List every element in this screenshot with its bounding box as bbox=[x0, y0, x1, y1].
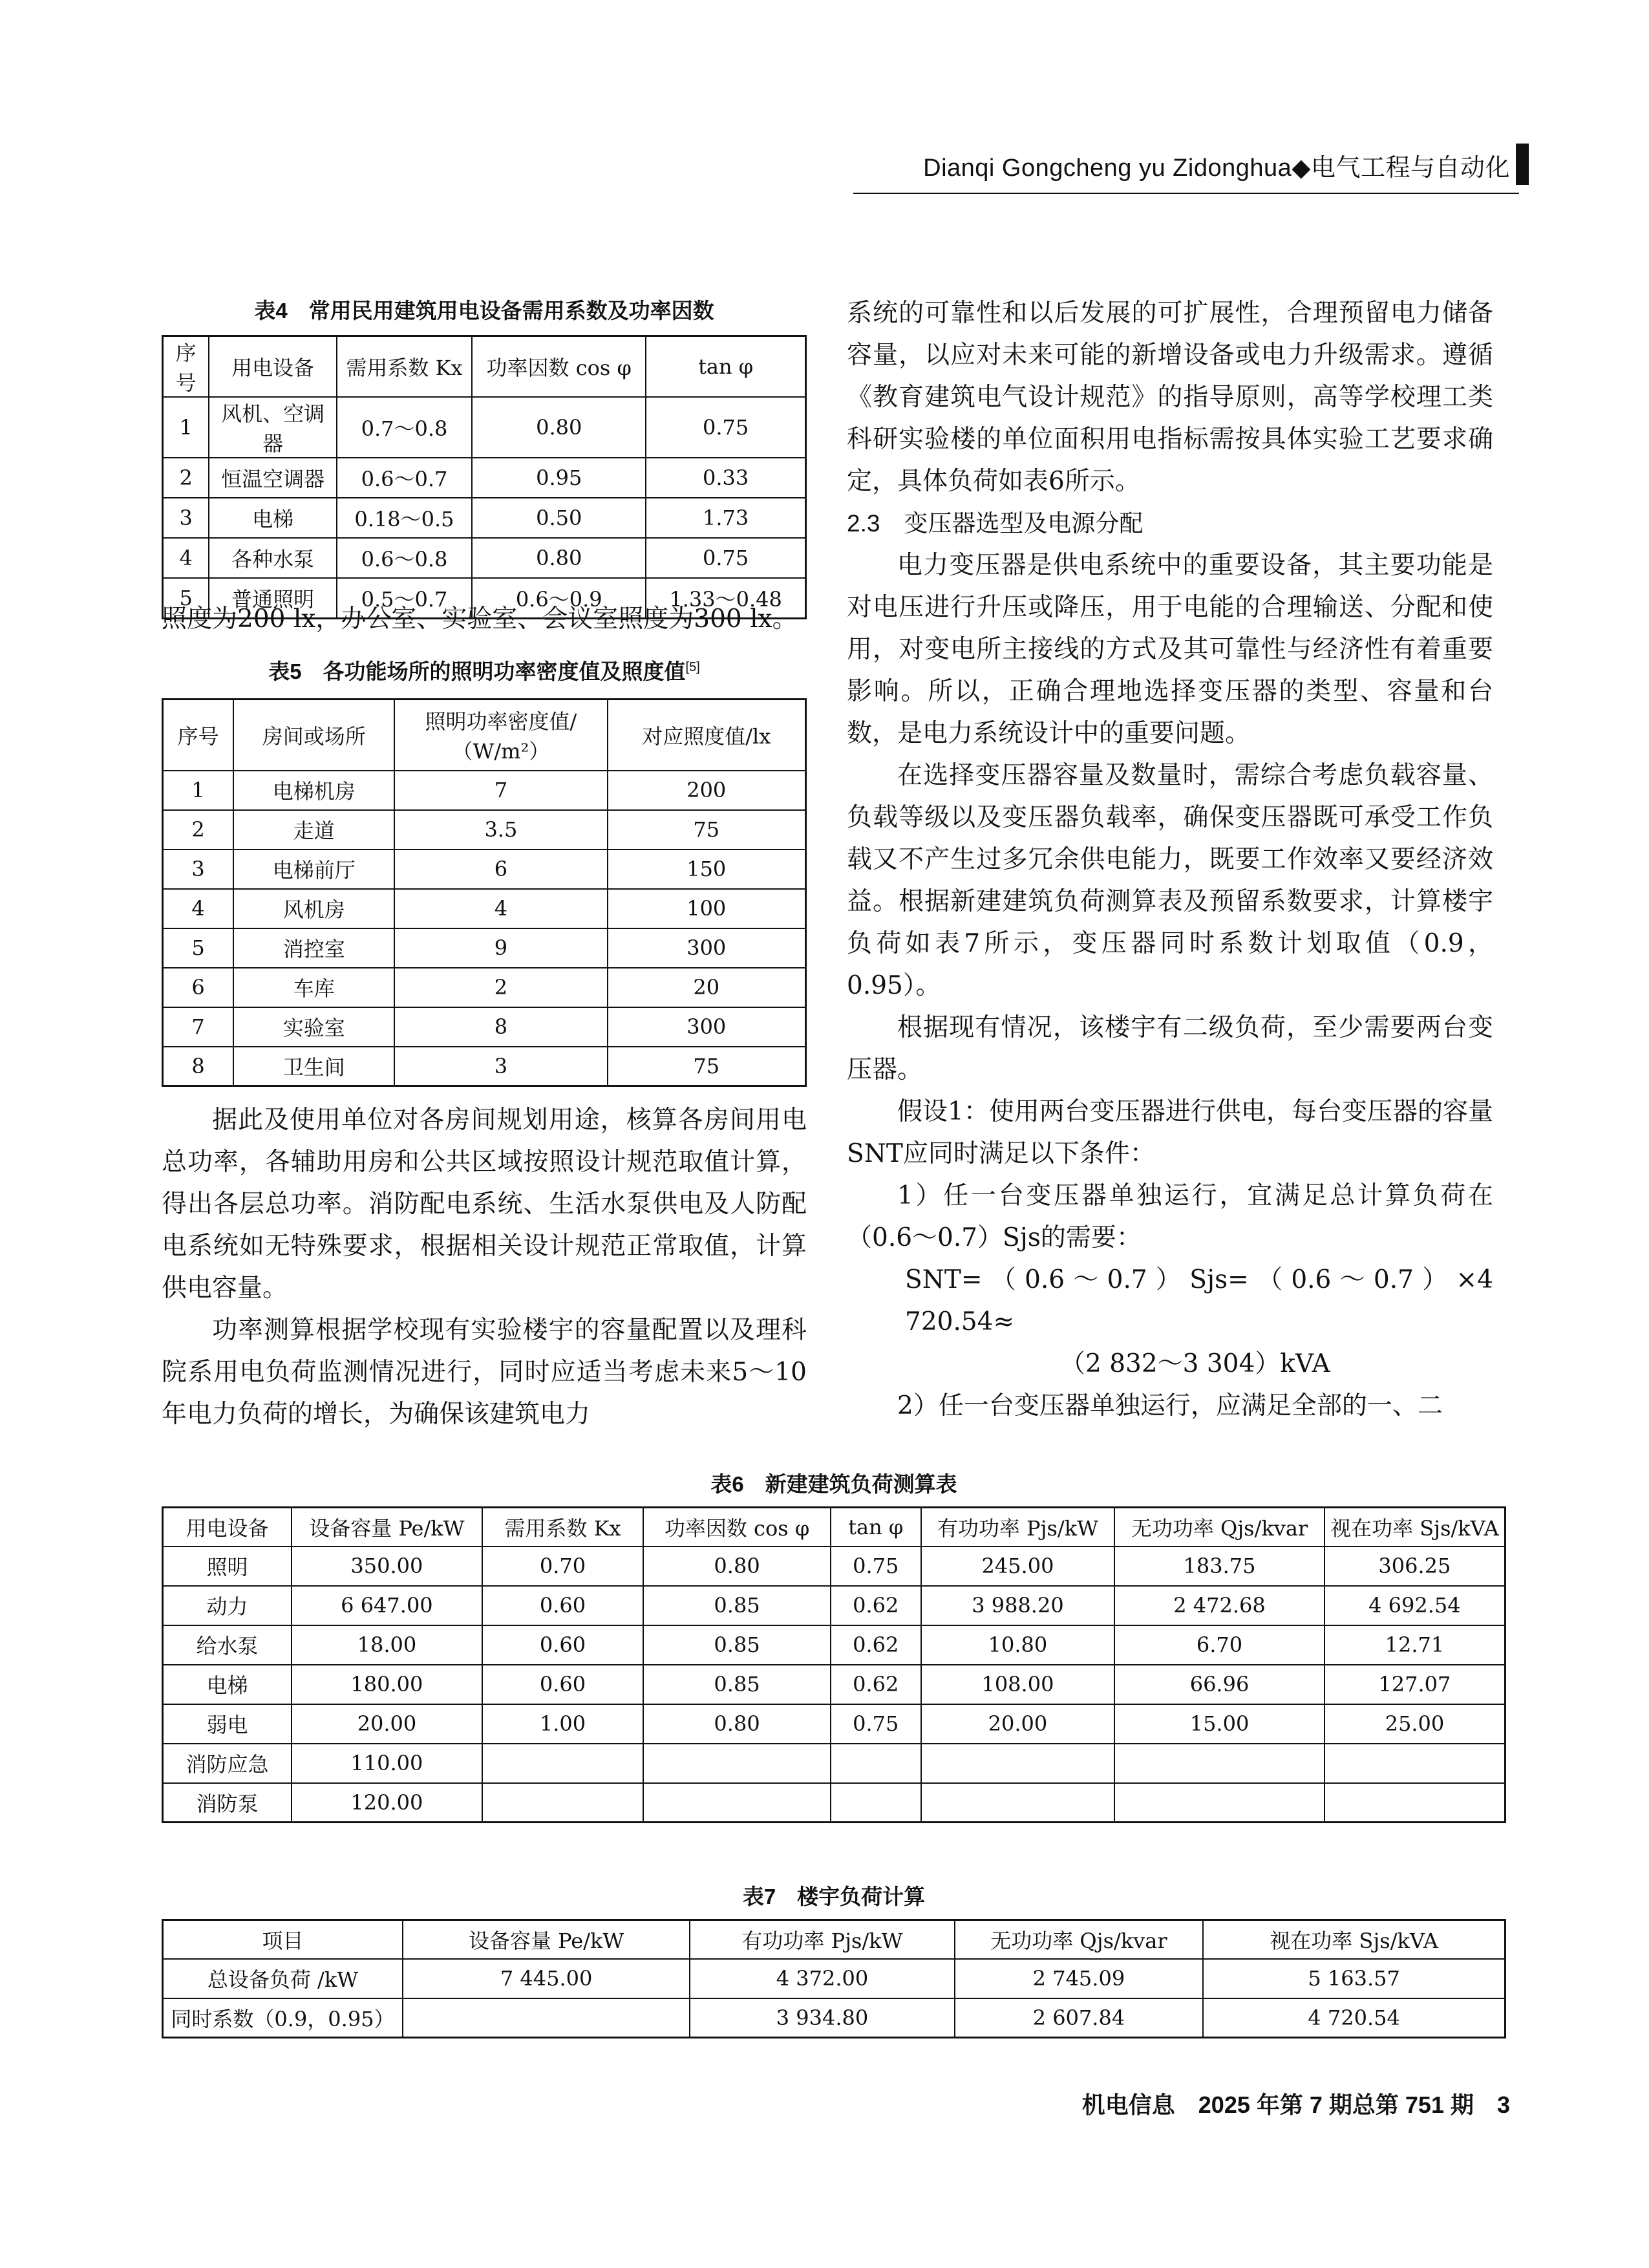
table6-cell: 25.00 bbox=[1325, 1704, 1505, 1744]
table4-cell: 1.33～0.48 bbox=[646, 578, 805, 618]
table6-header: 有功功率 Pjs/kW bbox=[921, 1508, 1115, 1546]
table5-cell: 3 bbox=[163, 850, 234, 889]
page-footer: 机电信息 2025 年第 7 期总第 751 期 3 bbox=[1081, 2091, 1510, 2118]
table5-cell: 5 bbox=[163, 928, 234, 968]
table5-header: 序号 bbox=[163, 700, 234, 771]
table7-cell: 5 163.57 bbox=[1203, 1959, 1505, 1998]
table4-cell: 4 bbox=[163, 538, 209, 578]
table5-cell: 消控室 bbox=[233, 928, 394, 968]
paragraph: 电力变压器是供电系统中的重要设备，其主要功能是对电压进行升压或降压，用于电能的合理输送、分配和使用，对变电所主接线的方式及其可靠性与经济性有着重要影响。所以，正确合理地选择变压器的类型、容量和台数，是电力系统设计中的重要问题。 bbox=[847, 551, 1493, 748]
table4-cell: 0.6～0.9 bbox=[472, 578, 646, 618]
table6-cell: 电梯 bbox=[163, 1665, 292, 1704]
table6-cell: 动力 bbox=[163, 1586, 292, 1625]
table6-cell: 0.70 bbox=[482, 1546, 644, 1586]
table6-cell bbox=[831, 1783, 921, 1823]
table4-cell: 恒温空调器 bbox=[209, 458, 336, 498]
table4-cell: 0.6～0.7 bbox=[337, 458, 472, 498]
table6-cell bbox=[921, 1744, 1115, 1783]
table6-cell bbox=[482, 1783, 644, 1823]
table5-cell: 7 bbox=[163, 1007, 234, 1047]
table4-cell: 2 bbox=[163, 458, 209, 498]
table4-cell: 0.7～0.8 bbox=[337, 397, 472, 458]
table6-header: 设备容量 Pe/kW bbox=[292, 1508, 482, 1546]
table4-caption: 表4 常用民用建筑用电设备需用系数及功率因数 bbox=[254, 299, 714, 323]
table4 bbox=[162, 335, 807, 619]
table6-cell bbox=[1325, 1744, 1505, 1783]
table6-cell: 弱电 bbox=[163, 1704, 292, 1744]
table6-cell bbox=[643, 1783, 831, 1823]
table4-cell: 5 bbox=[163, 578, 209, 618]
table7-cell: 7 445.00 bbox=[403, 1959, 690, 1998]
table4-cell: 0.5～0.7 bbox=[337, 578, 472, 618]
table6-cell: 110.00 bbox=[292, 1744, 482, 1783]
paragraph: 系统的可靠性和以后发展的可扩展性，合理预留电力储备容量，以应对未来可能的新增设备或电力升级需求。遵循《教育建筑电气设计规范》的指导原则，高等学校理工类科研实验楼的单位面积用电指标需按具体实验工艺要求确定，具体负荷如表6所示。 bbox=[847, 299, 1493, 496]
table6-header: 用电设备 bbox=[163, 1508, 292, 1546]
table6-header: tan φ bbox=[831, 1508, 921, 1546]
paragraph: 功率测算根据学校现有实验楼宇的容量配置以及理科院系用电负荷监测情况进行，同时应适当考虑未来5～10年电力负荷的增长，为确保该建筑电力 bbox=[162, 1316, 807, 1429]
equation-line: SNT=（0.6～0.7）Sjs=（0.6～0.7）×4 720.54≈ bbox=[905, 1265, 1493, 1336]
table5-cell: 20 bbox=[608, 968, 806, 1007]
table4-header: 用电设备 bbox=[209, 336, 336, 398]
table6-cell: 0.75 bbox=[831, 1546, 921, 1586]
table5-cell: 100 bbox=[608, 889, 806, 928]
table6-cell bbox=[921, 1783, 1115, 1823]
table5-cell: 走道 bbox=[233, 810, 394, 850]
table7-header: 设备容量 Pe/kW bbox=[403, 1920, 690, 1959]
table5-cell: 2 bbox=[163, 810, 234, 850]
table4-cell: 0.50 bbox=[472, 498, 646, 538]
left-text-1: 照度为200 lx，办公室、实验室、会议室照度为300 lx。 bbox=[162, 604, 798, 634]
table7-cell: 4 372.00 bbox=[690, 1959, 954, 1998]
table7-header: 无功功率 Qjs/kvar bbox=[955, 1920, 1203, 1959]
table5-cell: 300 bbox=[608, 928, 806, 968]
paragraph: 1）任一台变压器单独运行，宜满足总计算负荷在（0.6～0.7）Sjs的需要： bbox=[847, 1181, 1493, 1252]
left-column-body bbox=[162, 1099, 807, 1435]
table4-cell: 0.18～0.5 bbox=[337, 498, 472, 538]
paragraph: 2）任一台变压器单独运行，应满足全部的一、二 bbox=[897, 1391, 1443, 1420]
table6-cell: 10.80 bbox=[921, 1625, 1115, 1665]
table6-cell bbox=[482, 1744, 644, 1783]
table6-cell bbox=[831, 1744, 921, 1783]
table5-ref: [5] bbox=[685, 660, 700, 674]
table6-header: 无功功率 Qjs/kvar bbox=[1114, 1508, 1325, 1546]
table5-cell: 7 bbox=[394, 771, 607, 810]
right-column-body bbox=[847, 292, 1493, 1427]
table6-cell: 0.60 bbox=[482, 1665, 644, 1704]
table6-cell: 183.75 bbox=[1114, 1546, 1325, 1586]
table4-cell: 风机、空调器 bbox=[209, 397, 336, 458]
table5-cell: 6 bbox=[394, 850, 607, 889]
table6 bbox=[162, 1506, 1506, 1823]
table5-header: 对应照度值/lx bbox=[608, 700, 806, 771]
table4-cell: 0.80 bbox=[472, 397, 646, 458]
table6-cell bbox=[1114, 1783, 1325, 1823]
table6-cell: 12.71 bbox=[1325, 1625, 1505, 1665]
table6-cell bbox=[643, 1744, 831, 1783]
table4-cell: 普通照明 bbox=[209, 578, 336, 618]
table6-cell: 1.00 bbox=[482, 1704, 644, 1744]
table4-cell: 0.75 bbox=[646, 397, 805, 458]
header-bar bbox=[1516, 144, 1529, 185]
table5-cell: 300 bbox=[608, 1007, 806, 1047]
table6-cell: 20.00 bbox=[292, 1704, 482, 1744]
table4-cell: 电梯 bbox=[209, 498, 336, 538]
table4-cell: 0.33 bbox=[646, 458, 805, 498]
table7-cell bbox=[403, 1998, 690, 2038]
table6-cell: 3 988.20 bbox=[921, 1586, 1115, 1625]
table4-cell: 0.95 bbox=[472, 458, 646, 498]
table6-header: 功率因数 cos φ bbox=[643, 1508, 831, 1546]
section-heading: 2.3 变压器选型及电源分配 bbox=[847, 510, 1144, 537]
table6-cell: 306.25 bbox=[1325, 1546, 1505, 1586]
table6-cell: 245.00 bbox=[921, 1546, 1115, 1586]
table6-cell: 0.80 bbox=[643, 1704, 831, 1744]
table6-cell: 120.00 bbox=[292, 1783, 482, 1823]
table6-cell: 0.75 bbox=[831, 1704, 921, 1744]
table6-cell: 给水泵 bbox=[163, 1625, 292, 1665]
equation-line: （2 832～3 304）kVA bbox=[1060, 1349, 1330, 1378]
table6-cell: 0.80 bbox=[643, 1546, 831, 1586]
table4-cell: 0.6～0.8 bbox=[337, 538, 472, 578]
table6-cell: 0.60 bbox=[482, 1625, 644, 1665]
table5-header: 房间或场所 bbox=[233, 700, 394, 771]
table6-header: 需用系数 Kx bbox=[482, 1508, 644, 1546]
paragraph: 在选择变压器容量及数量时，需综合考虑负载容量、负载等级以及变压器负载率，确保变压器既可承受工作负载又不产生过多冗余供电能力，既要工作效率又要经济效益。根据新建建筑负荷测算表及预留系数要求，计算楼宇负荷如表7所示，变压器同时系数计划取值（0.9，0.95）。 bbox=[847, 761, 1493, 1000]
table5-cell: 实验室 bbox=[233, 1007, 394, 1047]
table7-header: 有功功率 Pjs/kW bbox=[690, 1920, 954, 1959]
table6-header: 视在功率 Sjs/kVA bbox=[1325, 1508, 1505, 1546]
table6-cell: 消防泵 bbox=[163, 1783, 292, 1823]
table6-cell: 6 647.00 bbox=[292, 1586, 482, 1625]
table6-cell: 180.00 bbox=[292, 1665, 482, 1704]
table7-header: 项目 bbox=[163, 1920, 403, 1959]
table5-cell: 4 bbox=[163, 889, 234, 928]
table6-cell: 0.62 bbox=[831, 1665, 921, 1704]
table6-cell: 0.60 bbox=[482, 1586, 644, 1625]
table4-cell: 0.80 bbox=[472, 538, 646, 578]
table5-cell: 卫生间 bbox=[233, 1047, 394, 1086]
table6-cell: 消防应急 bbox=[163, 1744, 292, 1783]
table5-cell: 电梯前厅 bbox=[233, 850, 394, 889]
table5-cell: 风机房 bbox=[233, 889, 394, 928]
table6-cell: 0.85 bbox=[643, 1586, 831, 1625]
table4-cell: 1.73 bbox=[646, 498, 805, 538]
table4-header: tan φ bbox=[646, 336, 805, 398]
table7 bbox=[162, 1919, 1506, 2038]
table4-header: 需用系数 Kx bbox=[337, 336, 472, 398]
table5-cell: 1 bbox=[163, 771, 234, 810]
table5-cell: 9 bbox=[394, 928, 607, 968]
table6-cell: 108.00 bbox=[921, 1665, 1115, 1704]
table6-cell: 4 692.54 bbox=[1325, 1586, 1505, 1625]
table5-cell: 8 bbox=[163, 1047, 234, 1086]
table7-cell: 3 934.80 bbox=[690, 1998, 954, 2038]
table5-caption-text: 表5 各功能场所的照明功率密度值及照度值 bbox=[268, 659, 686, 683]
paragraph: 根据现有情况，该楼宇有二级负荷，至少需要两台变压器。 bbox=[847, 1013, 1493, 1084]
table6-cell: 18.00 bbox=[292, 1625, 482, 1665]
table6-cell: 0.62 bbox=[831, 1586, 921, 1625]
table5-cell: 8 bbox=[394, 1007, 607, 1047]
table5-cell: 2 bbox=[394, 968, 607, 1007]
table6-cell: 66.96 bbox=[1114, 1665, 1325, 1704]
table7-cell: 2 745.09 bbox=[955, 1959, 1203, 1998]
table7-cell: 4 720.54 bbox=[1203, 1998, 1505, 2038]
table5-cell: 4 bbox=[394, 889, 607, 928]
table6-cell: 127.07 bbox=[1325, 1665, 1505, 1704]
table6-cell: 15.00 bbox=[1114, 1704, 1325, 1744]
table4-cell: 0.75 bbox=[646, 538, 805, 578]
table6-cell: 照明 bbox=[163, 1546, 292, 1586]
table6-cell bbox=[1114, 1744, 1325, 1783]
running-header: Dianqi Gongcheng yu Zidonghua◆电气工程与自动化 bbox=[923, 155, 1510, 182]
table6-cell: 0.62 bbox=[831, 1625, 921, 1665]
table5-cell: 3 bbox=[394, 1047, 607, 1086]
table5-cell: 车库 bbox=[233, 968, 394, 1007]
table7-cell: 总设备负荷 /kW bbox=[163, 1959, 403, 1998]
table4-header: 序号 bbox=[163, 336, 209, 398]
table5-cell: 75 bbox=[608, 810, 806, 850]
table4-header: 功率因数 cos φ bbox=[472, 336, 646, 398]
table5-header: 照明功率密度值/（W/m²） bbox=[394, 700, 607, 771]
header-rule bbox=[853, 193, 1519, 194]
table6-caption: 表6 新建建筑负荷测算表 bbox=[710, 1472, 957, 1496]
table6-cell: 2 472.68 bbox=[1114, 1586, 1325, 1625]
table5-caption bbox=[162, 655, 807, 685]
table6-cell: 20.00 bbox=[921, 1704, 1115, 1744]
table5 bbox=[162, 698, 807, 1087]
table5-cell: 200 bbox=[608, 771, 806, 810]
table6-cell: 0.85 bbox=[643, 1665, 831, 1704]
table6-cell: 6.70 bbox=[1114, 1625, 1325, 1665]
table5-cell: 电梯机房 bbox=[233, 771, 394, 810]
table7-caption: 表7 楼宇负荷计算 bbox=[742, 1885, 926, 1909]
table6-cell: 0.85 bbox=[643, 1625, 831, 1665]
table5-cell: 75 bbox=[608, 1047, 806, 1086]
table5-cell: 150 bbox=[608, 850, 806, 889]
table7-header: 视在功率 Sjs/kVA bbox=[1203, 1920, 1505, 1959]
table6-cell: 350.00 bbox=[292, 1546, 482, 1586]
table5-cell: 3.5 bbox=[394, 810, 607, 850]
table5-cell: 6 bbox=[163, 968, 234, 1007]
table4-cell: 3 bbox=[163, 498, 209, 538]
paragraph: 据此及使用单位对各房间规划用途，核算各房间用电总功率，各辅助用房和公共区域按照设计规范取值计算，得出各层总功率。消防配电系统、生活水泵供电及人防配电系统如无特殊要求，根据相关设计规范正常取值，计算供电容量。 bbox=[162, 1106, 807, 1303]
paragraph: 假设1：使用两台变压器进行供电，每台变压器的容量SNT应同时满足以下条件： bbox=[847, 1097, 1493, 1168]
table7-cell: 同时系数（0.9，0.95） bbox=[163, 1998, 403, 2038]
table4-cell: 1 bbox=[163, 397, 209, 458]
table4-cell: 各种水泵 bbox=[209, 538, 336, 578]
table6-cell bbox=[1325, 1783, 1505, 1823]
table7-cell: 2 607.84 bbox=[955, 1998, 1203, 2038]
